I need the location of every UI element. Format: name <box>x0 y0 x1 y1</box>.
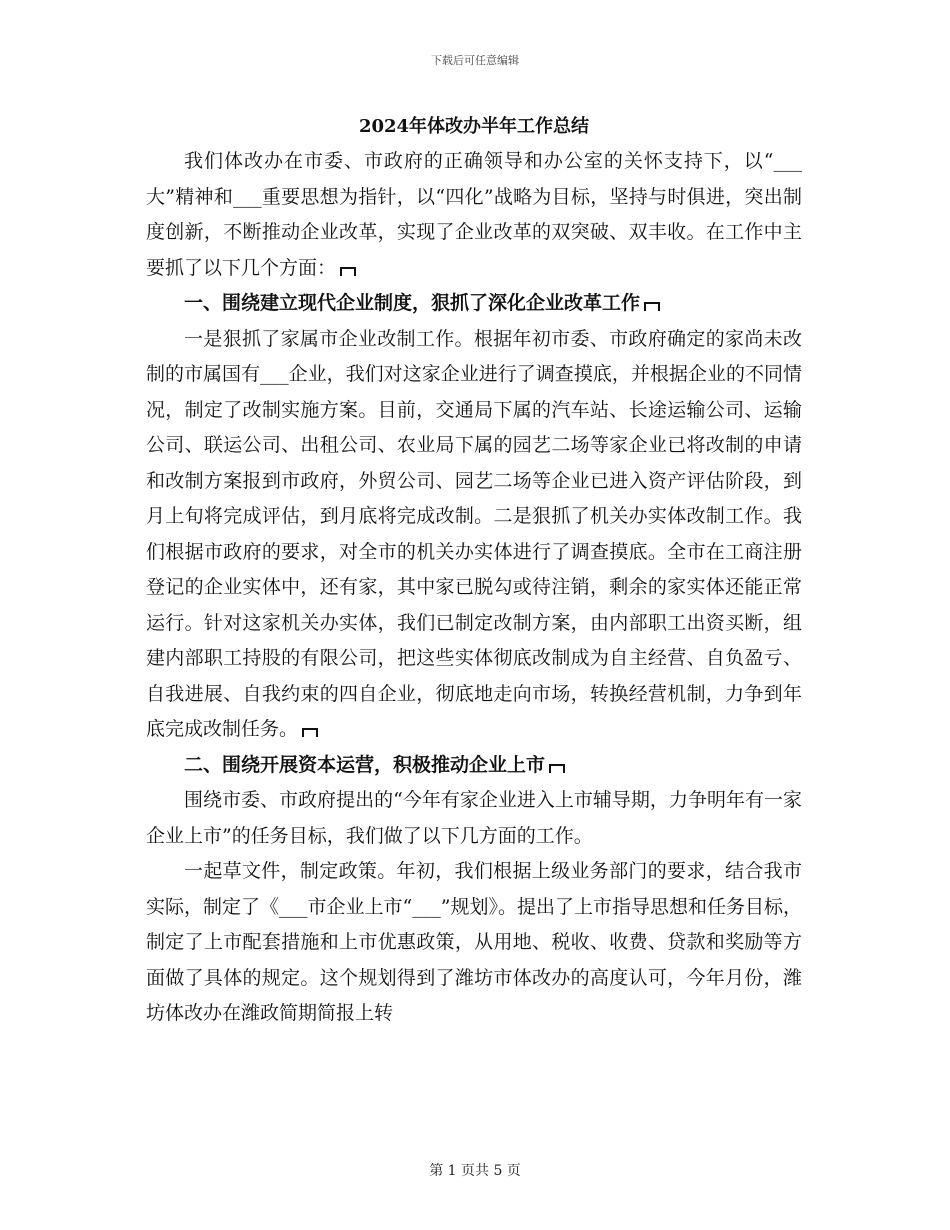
paragraph-mark-icon <box>644 302 660 311</box>
section-2-body-paragraph: 一起草文件，制定政策。年初，我们根据上级业务部门的要求，结合我市实际，制定了《___市企业上市“___”规划》。提出了上市指导思想和任务目标，制定了上市配套措施和上市优惠政策，从用地、税收、收费、贷款和奖励等方面做了具体的规定。这个规划得到了潍坊市体改办的高度认可，今年月份，潍坊体改办在潍政简期简报上转 <box>146 860 802 1024</box>
document-body <box>146 112 802 1032</box>
page-header: 下载后可任意编辑 <box>431 54 519 67</box>
section-1-heading <box>146 286 802 322</box>
section-1-heading-text: 一、围绕建立现代企业制度，狠抓了深化企业改革工作 <box>184 292 641 314</box>
section-2-heading-text: 二、围绕开展资本运营，积极推动企业上市 <box>184 753 546 776</box>
section-1-text: 一是狠抓了家属市企业改制工作。根据年初市委、市政府确定的家尚未改制的市属国有___企业，我们对这家企业进行了调查摸底，并根据企业的不同情况，制定了改制实施方案。目前，交通局下属的汽车站、长途运输公司、运输公司、联运公司、出租公司、农业局下属的园艺二场等家企业已将改制的申请和改制方案报到市政府，外贸公司、园艺二场等企业已进入资产评估阶段，到月上旬将完成评估，到月底将完成改制。二是狠抓了机关办实体改制工作。我们根据市政府的要求，对全市的机关办实体进行了调查摸底。全市在工商注册登记的企业实体中，还有家，其中家已脱勾或待注销，剩余的家实体还能正常运行。针对这家机关办实体，我们已制定改制方案，由内部职工出资买断，组建内部职工持股的有限公司，把这些实体彻底改制成为自主经营、自负盈亏、自我进展、自我约束的四自企业，彻底地走向市场，转换经营机制，力争到年底完成改制任务。 <box>146 327 802 740</box>
document-title: 2024年体改办半年工作总结 <box>358 116 590 137</box>
intro-text: 我们体改办在市委、市政府的正确领导和办公室的关怀支持下，以“___大”精神和___重要思想为指针，以“四化”战略为目标，坚持与时俱进，突出制度创新，不断推动企业改革，实现了企业改革的双突破、双丰收。在工作中主要抓了以下几个方面： <box>146 150 802 279</box>
intro-paragraph <box>146 144 802 286</box>
paragraph-mark-icon <box>302 728 318 737</box>
section-2-heading <box>146 748 802 784</box>
section-2-intro-paragraph: 围绕市委、市政府提出的“今年有家企业进入上市辅导期，力争明年有一家企业上市”的任务目标，我们做了以下几方面的工作。 <box>146 789 802 847</box>
page-footer: 第 1 页共 5 页 <box>429 1163 521 1179</box>
paragraph-mark-icon <box>340 267 356 276</box>
section-1-paragraph <box>146 322 802 748</box>
paragraph-mark-icon <box>549 764 565 773</box>
